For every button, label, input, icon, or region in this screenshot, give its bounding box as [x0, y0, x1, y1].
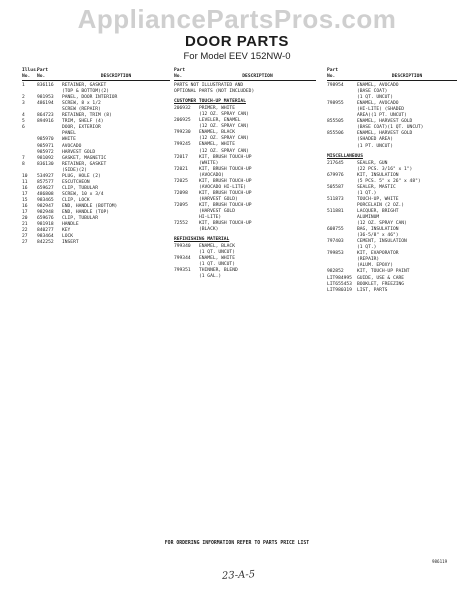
part-description: KIT, BRUSH TOUCH-UP [199, 154, 252, 160]
right-column-header [327, 68, 457, 81]
illus-number: 3 [22, 101, 25, 107]
part-row [174, 227, 316, 233]
part-number: 983464 [37, 234, 54, 240]
part-number: 505587 [327, 184, 344, 190]
part-description: AVOCADO [62, 143, 82, 149]
illus-number: 8 [22, 161, 25, 167]
illus-number: 11 [22, 179, 28, 185]
part-description: CLIP, TUBULAR [62, 216, 98, 222]
part-description: PORCELAIN (2 OZ.) [357, 202, 405, 208]
illus-number: 4 [22, 113, 25, 119]
illus-number: 6 [22, 125, 25, 131]
illus-header: Illus. [22, 68, 39, 73]
part-description: (1 QT.) [357, 190, 377, 196]
part-number: 836116 [37, 83, 54, 89]
part-number: LIT980319 [327, 287, 352, 293]
part-description: KEY [62, 228, 71, 234]
part-description: (1 PT. UNCUT) [357, 143, 393, 149]
part-description: KIT, BRUSH TOUCH-UP [199, 221, 252, 227]
part-number: 981092 [37, 155, 54, 161]
part-description: HI-LITE) [199, 215, 222, 221]
part-description: (12 OZ. SPRAY CAN) [357, 221, 407, 227]
illus-number: 27 [22, 240, 28, 246]
part-number: 982852 [327, 269, 344, 275]
part-description: (36-5/8" x 46") [357, 233, 399, 239]
part-no-header: No. [327, 74, 336, 79]
page-code: 986119 [432, 559, 448, 564]
part-description: (HARVEST GOLD [199, 208, 235, 214]
part-description: PLUG, HOLE (2) [62, 173, 101, 179]
part-description: ESCUTCHEON [62, 179, 90, 185]
part-description: (WHITE) [199, 160, 219, 166]
section-title: CUSTOMER TOUCH-UP MATERIAL [174, 99, 246, 105]
note-line: OPTIONAL PARTS (NOT INCLUDED) [174, 89, 255, 95]
illus-number: 16 [22, 203, 28, 209]
page-title: DOOR PARTS [185, 33, 289, 50]
part-number: 982947 [37, 203, 54, 209]
part-number: 842252 [37, 240, 54, 246]
part-number: 981918 [37, 222, 54, 228]
part-row [22, 240, 170, 246]
part-description: (12 OZ. SPRAY CAN) [199, 112, 249, 118]
part-description: PANEL [62, 131, 76, 137]
part-row [327, 288, 457, 294]
part-description: BOOKLET, FREEZING [357, 281, 405, 287]
part-number: 798955 [327, 101, 344, 107]
part-description: KIT, BRUSH TOUCH-UP [199, 202, 252, 208]
part-description: CLIP, TUBULAR [62, 185, 98, 191]
illus-number: 10 [22, 173, 28, 179]
part-number: 985971 [37, 143, 54, 149]
part-number: 855505 [327, 119, 344, 125]
part-description: (BASE COAT)(1 QT. UNCUT) [357, 125, 424, 131]
illus-number: 16 [22, 185, 28, 191]
part-number: 206925 [174, 118, 191, 124]
middle-sections [174, 99, 316, 280]
left-parts-list [22, 83, 170, 246]
part-description: ALUMINUM [357, 215, 380, 221]
part-description: LOCK [62, 234, 74, 240]
part-number: 486808 [37, 191, 54, 197]
part-description: ENAMEL, WHITE [199, 256, 235, 262]
part-description: WHITE [62, 137, 76, 143]
part-description: SEALER, MASTIC [357, 184, 396, 190]
part-description: (AVOCADO HI-LITE) [199, 184, 247, 190]
part-number: 985972 [37, 149, 54, 155]
part-no-header: No. [174, 74, 183, 79]
illus-number: 22 [22, 228, 28, 234]
part-description: KIT, BRUSH TOUCH-UP [199, 166, 252, 172]
part-description: PANEL, DOOR INTERIOR [62, 95, 118, 101]
part-number: 799340 [174, 244, 191, 250]
part-number: 511873 [327, 196, 344, 202]
part-description: INSERT [62, 240, 79, 246]
part-description: (SHADED AREA) [357, 137, 393, 143]
part-description: (22 PCS. 3/16" x 1") [357, 166, 413, 172]
part-description: (BASE COAT) [357, 89, 388, 95]
illus-number: 17 [22, 191, 28, 197]
part-description: ENAMEL, BLACK [199, 130, 235, 136]
illus-number: 27 [22, 234, 28, 240]
part-description: ENAMEL, HARVEST GOLD [357, 131, 413, 137]
watermark: AppliancePartsPros.com [77, 4, 397, 34]
part-description: LACQUER, BRIGHT [357, 208, 399, 214]
illus-number: 7 [22, 155, 25, 161]
part-description: ENAMEL, HARVEST GOLD [357, 119, 413, 125]
part-description: TRIM, SHELF (4) [62, 119, 104, 125]
part-number: 72025 [174, 178, 188, 184]
part-number: 797403 [327, 239, 344, 245]
illus-number: 1 [22, 83, 25, 89]
part-description: THINNER, BLEND [199, 268, 238, 274]
part-description: (HI-LITE) (SHADED [357, 107, 405, 113]
part-description: DOOR, EXTERIOR [62, 125, 101, 131]
part-description: (5 PCS. 5" x 26" x 48") [357, 178, 421, 184]
illus-number: 17 [22, 210, 28, 216]
part-number: 659676 [37, 216, 54, 222]
part-number: 72095 [174, 202, 188, 208]
part-description: (SIDE)(2) [62, 167, 87, 173]
part-number: LIT655453 [327, 281, 352, 287]
part-description: (ALUM. EPOXY) [357, 263, 393, 269]
part-number: 983465 [37, 197, 54, 203]
model-line: For Model EEV 152NW-0 [183, 51, 291, 62]
part-description: (1 QT. UNCUT) [199, 250, 235, 256]
part-number: 511881 [327, 208, 344, 214]
part-number: 799344 [174, 256, 191, 262]
part-number: 659627 [37, 185, 54, 191]
part-number [174, 274, 199, 280]
part-number: 534927 [37, 173, 54, 179]
part-description: LEVELER, ENAMEL [199, 118, 241, 124]
part-description: END, HANDLE (TOP) [62, 210, 110, 216]
right-parts-list [327, 83, 457, 150]
left-parts-column [22, 68, 170, 246]
part-description: RETAINER, GASKET [62, 161, 107, 167]
part-description: (REPAIR) [357, 257, 380, 263]
part-no-header: No. [37, 74, 46, 79]
section-title-miscellaneous: MISCELLANEOUS [327, 153, 363, 159]
part-description: LIST, PARTS [357, 287, 388, 293]
part-number: 72021 [174, 166, 188, 172]
part-number: 206932 [174, 106, 191, 112]
part-description: (1 QT.) [357, 245, 377, 251]
part-number: 981953 [37, 95, 54, 101]
part-description: ENAMEL, WHITE [199, 142, 235, 148]
illus-number: 15 [22, 197, 28, 203]
part-description: CLIP, LOCK [62, 197, 90, 203]
illus-number: 5 [22, 119, 25, 125]
illus-number: 2 [22, 95, 25, 101]
part-header: Part [37, 68, 49, 73]
part-number [174, 227, 199, 233]
illus-number: 21 [22, 222, 28, 228]
part-header: Part [174, 68, 186, 73]
part-description: RETAINER, TRIM (8) [62, 113, 112, 119]
miscellaneous-list [327, 161, 457, 294]
description-header: DESCRIPTION [391, 74, 423, 79]
part-description: KIT, TOUCH-UP PAINT [357, 269, 410, 275]
handwritten-note: 23-A-5 [221, 569, 256, 582]
part-description: (12 OZ. SPRAY CAN) [199, 148, 249, 154]
part-description: ENAMEL, AVOCADO [357, 83, 399, 89]
part-description: (HARVEST GOLD) [199, 196, 238, 202]
part-description: SCREW, 8 x 1/2 [62, 101, 101, 107]
part-description: SCREW, 10 x 3/4 [62, 191, 104, 197]
part-description: ENAMEL, BLACK [199, 244, 235, 250]
part-description: PRIMER, WHITE [199, 106, 235, 112]
part-description: TOUCH-UP, WHITE [357, 196, 399, 202]
part-number: 840277 [37, 228, 54, 234]
part-number: 486194 [37, 101, 54, 107]
part-description: (AVOCADO) [199, 172, 224, 178]
part-description: RETAINER, GASKET [62, 83, 107, 89]
part-number: LIT984995 [327, 275, 352, 281]
part-description: KIT, BRUSH TOUCH-UP [199, 178, 252, 184]
part-description: SCREW (REPAIR) [62, 107, 101, 113]
part-description: END, HANDLE (BOTTOM) [62, 203, 118, 209]
part-description: GASKET, MAGNETIC [62, 155, 107, 161]
part-number: 217645 [327, 160, 344, 166]
part-description: KIT, BRUSH TOUCH-UP [199, 190, 252, 196]
part-number: 679976 [327, 172, 344, 178]
part-number: 855506 [327, 131, 344, 137]
illus-number: 20 [22, 216, 28, 222]
middle-parts-column [174, 68, 316, 281]
part-description: HANDLE [62, 222, 79, 228]
part-number: 799245 [174, 142, 191, 148]
part-description: CEMENT, INSULATION [357, 239, 407, 245]
part-row [327, 144, 457, 150]
part-number: 894916 [37, 119, 54, 125]
part-description: (12 OZ. SPRAY CAN) [199, 136, 249, 142]
part-description: (12 OZ. SPRAY CAN) [199, 124, 249, 130]
part-description: SEALER, GUN [357, 160, 388, 166]
part-number: 72098 [174, 190, 188, 196]
part-description: (BLACK) [199, 227, 219, 233]
part-description: KIT, EVAPORATOR [357, 251, 399, 257]
note-line: PARTS NOT ILLUSTRATED AND [174, 83, 244, 89]
part-description: (TOP & BOTTOM)(2) [62, 89, 110, 95]
right-parts-column [327, 68, 457, 294]
part-number: 985970 [37, 137, 54, 143]
part-header: Part [327, 68, 339, 73]
part-description: BAG, INSULATION [357, 227, 399, 233]
middle-column-header [174, 68, 316, 81]
part-description: AREA)(1 PT. UNCUT) [357, 113, 407, 119]
part-number: 864723 [37, 113, 54, 119]
part-number: 72552 [174, 221, 188, 227]
illus-no-header: No. [22, 74, 31, 79]
part-number: 982948 [37, 210, 54, 216]
description-header: DESCRIPTION [242, 74, 273, 79]
parts-note [174, 83, 316, 95]
part-description: KIT, INSULATION [357, 172, 399, 178]
part-description: GUIDE, USE & CARE [357, 275, 405, 281]
section-title: REFINISHING MATERIAL [174, 237, 230, 243]
part-number: 799230 [174, 130, 191, 136]
description-header: DESCRIPTION [100, 74, 132, 79]
part-number: 857577 [37, 179, 54, 185]
part-description: (1 QT. UNCUT) [357, 95, 393, 101]
part-number: 72017 [174, 154, 188, 160]
part-number: 799351 [174, 268, 191, 274]
part-description: ENAMEL, AVOCADO [357, 101, 399, 107]
part-description: (1 QT. UNCUT) [199, 262, 235, 268]
part-number [327, 144, 357, 150]
part-description: HARVEST GOLD [62, 149, 96, 155]
part-number: 799853 [327, 251, 344, 257]
part-number: 608755 [327, 227, 344, 233]
part-row [174, 274, 316, 280]
part-description: (1 GAL.) [199, 274, 222, 280]
part-number: 798954 [327, 83, 344, 89]
ordering-footer: FOR ORDERING INFORMATION REFER TO PARTS PRICE LIST [164, 541, 310, 546]
part-number: 836130 [37, 161, 54, 167]
left-column-header [22, 68, 170, 81]
